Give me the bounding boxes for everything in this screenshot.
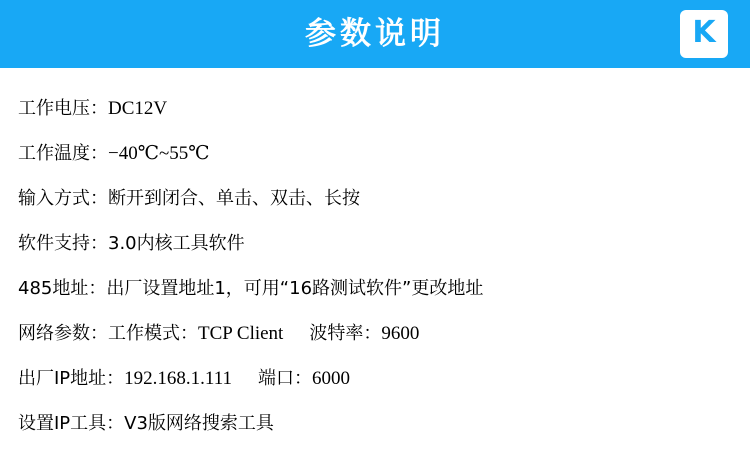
spec-value: −40℃~55℃ [108,143,210,164]
list-item [18,221,750,266]
spec-value: TCP Client [198,323,284,344]
list-item [18,401,750,446]
brand-logo [680,10,728,58]
spec-extra-label: 波特率： [309,322,382,344]
spec-label: 工作温度： [18,142,108,164]
page-header [0,0,750,68]
logo-letter-icon: K [692,15,716,50]
spec-value: 3.0内核工具软件 [108,232,245,254]
spec-value: DC12V [108,98,168,119]
spec-label: 软件支持： [18,232,108,254]
spec-extra-value: 6000 [312,368,351,389]
spec-label: 设置IP工具： [18,412,125,434]
spec-value: V3版网络搜索工具 [124,412,274,434]
spec-value: 断开到闭合、单击、双击、长按 [108,187,360,209]
spec-label: 工作电压： [18,97,108,119]
spec-label: 出厂IP地址： [18,367,125,389]
list-item [18,311,750,356]
list-item [18,131,750,176]
spec-extra-label: 端口： [258,367,313,389]
list-item [18,356,750,401]
list-item [18,266,750,311]
spec-label: 485地址： [18,277,107,299]
spec-extra-value: 9600 [381,323,420,344]
page-title: 参数说明 [305,16,445,52]
list-item [18,86,750,131]
spec-list [0,68,750,446]
list-item [18,176,750,221]
spec-label: 输入方式： [18,187,108,209]
spec-value: 192.168.1.111 [124,368,233,389]
spec-label: 网络参数：工作模式： [18,322,198,344]
spec-value: 出厂设置地址1，可用“16路测试软件”更改地址 [106,277,484,299]
